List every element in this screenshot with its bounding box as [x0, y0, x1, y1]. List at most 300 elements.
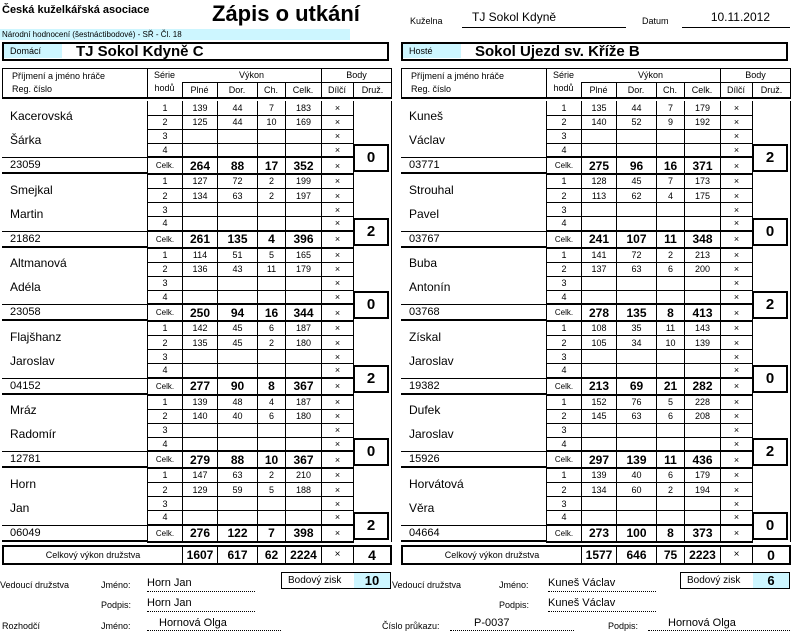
- home-points-gain: 10: [354, 573, 390, 588]
- series-number: 2: [547, 189, 582, 203]
- total-dor: 107: [617, 231, 657, 248]
- player-firstname: Martin: [10, 206, 44, 221]
- series-dor: 43: [218, 262, 258, 276]
- series-dor: [218, 217, 258, 231]
- series-number: 3: [547, 497, 582, 511]
- series-number: 1: [148, 248, 183, 262]
- player-surname: Horn: [10, 476, 37, 491]
- player-divider: [401, 231, 546, 232]
- guest-leader-name: Kuneš Václav: [548, 577, 656, 592]
- series-total: 200: [685, 262, 721, 276]
- partial-point: ×: [721, 483, 753, 497]
- partial-point: ×: [721, 203, 753, 217]
- series-full: 140: [582, 115, 617, 129]
- partial-point: ×: [721, 231, 753, 248]
- player-reg-number: 21862: [10, 232, 41, 245]
- series-total: 175: [685, 189, 721, 203]
- team-total-row: [401, 545, 791, 565]
- series-total: 180: [286, 409, 322, 423]
- series-number: 4: [547, 290, 582, 304]
- series-ch: [657, 497, 685, 511]
- col-points-header: Body: [346, 70, 367, 80]
- series-total: [685, 511, 721, 525]
- series-number: 2: [547, 262, 582, 276]
- series-ch: 6: [657, 469, 685, 483]
- series-ch: [258, 497, 286, 511]
- guest-leader-signature: Kuneš Václav: [548, 597, 656, 612]
- partial-point: ×: [322, 157, 354, 174]
- series-total: [685, 497, 721, 511]
- player-firstname: Václav: [409, 133, 446, 147]
- series-full: 105: [582, 336, 617, 350]
- col-series-header: Série: [153, 70, 175, 80]
- series-full: 140: [183, 409, 218, 423]
- series-number: 2: [148, 115, 183, 129]
- series-full: [582, 423, 617, 437]
- series-full: 114: [183, 248, 218, 262]
- total-dor: 88: [218, 451, 258, 468]
- total-full: 250: [183, 304, 218, 321]
- series-ch: 4: [258, 395, 286, 409]
- series-number: 1: [547, 175, 582, 189]
- partial-point: ×: [721, 497, 753, 511]
- series-full: 147: [183, 469, 218, 483]
- series-number: 2: [547, 115, 582, 129]
- venue-label: Kuželna: [410, 16, 443, 26]
- player-series-table: [147, 248, 354, 322]
- partial-point: ×: [322, 143, 354, 157]
- series-number: 3: [547, 423, 582, 437]
- series-number: 1: [547, 395, 582, 409]
- total-sum: 398: [286, 525, 322, 542]
- series-ch: [657, 511, 685, 525]
- series-total: 139: [685, 336, 721, 350]
- series-number: 4: [148, 290, 183, 304]
- series-dor: [617, 129, 657, 143]
- team-point-box: 2: [353, 512, 389, 540]
- player-surname: Smejkal: [10, 182, 53, 197]
- series-ch: 7: [657, 101, 685, 115]
- series-ch: [258, 217, 286, 231]
- series-full: [183, 290, 218, 304]
- total-full: 213: [582, 378, 617, 395]
- referee-card-label: Číslo průkazu:: [382, 621, 440, 631]
- series-number: 3: [148, 276, 183, 290]
- team-point-box: 2: [353, 365, 389, 393]
- series-dor: 72: [218, 175, 258, 189]
- series-full: 136: [183, 262, 218, 276]
- col-series-header: Série: [552, 70, 574, 80]
- guest-points-gain-box: [680, 572, 790, 589]
- series-number: 4: [547, 364, 582, 378]
- player-reg-number: 23058: [10, 306, 41, 318]
- series-ch: 6: [258, 409, 286, 423]
- team-point-box: 2: [752, 291, 788, 319]
- series-full: 127: [183, 175, 218, 189]
- total-ch: 11: [657, 451, 685, 468]
- series-dor: [218, 497, 258, 511]
- series-total: 179: [685, 469, 721, 483]
- series-full: [183, 511, 218, 525]
- total-sum: 352: [286, 157, 322, 174]
- series-total: [685, 129, 721, 143]
- series-total: [685, 217, 721, 231]
- series-total: 188: [286, 483, 322, 497]
- series-dor: [617, 217, 657, 231]
- team-point-box: 0: [752, 512, 788, 540]
- series-dor: [617, 350, 657, 364]
- series-number: 3: [148, 203, 183, 217]
- series-full: 139: [183, 101, 218, 115]
- team-point-box: 2: [752, 144, 788, 172]
- series-total: [685, 290, 721, 304]
- series-ch: [258, 364, 286, 378]
- series-number: 3: [148, 497, 183, 511]
- team-point-box: 2: [353, 218, 389, 246]
- home-team-name: TJ Sokol Kdyně C: [76, 43, 204, 60]
- player-divider: [2, 172, 147, 174]
- series-ch: [657, 129, 685, 143]
- partial-point: ×: [322, 350, 354, 364]
- partial-point: ×: [721, 304, 753, 321]
- series-dor: [218, 143, 258, 157]
- series-number: 4: [148, 143, 183, 157]
- series-full: [582, 350, 617, 364]
- series-ch: 2: [657, 248, 685, 262]
- partial-point: ×: [322, 451, 354, 468]
- partial-point: ×: [721, 395, 753, 409]
- partial-point: ×: [322, 497, 354, 511]
- col-ch-header: Ch.: [263, 85, 278, 95]
- partial-point: ×: [721, 378, 753, 395]
- series-dor: 45: [617, 175, 657, 189]
- partial-point: ×: [322, 231, 354, 248]
- series-ch: [657, 350, 685, 364]
- series-full: 142: [183, 322, 218, 336]
- total-label: Celk.: [547, 304, 582, 321]
- page-title: Zápis o utkání: [212, 1, 360, 26]
- total-label: Celk.: [148, 304, 183, 321]
- series-dor: 63: [617, 262, 657, 276]
- partial-point: ×: [721, 115, 753, 129]
- series-full: [183, 497, 218, 511]
- series-number: 2: [148, 483, 183, 497]
- series-total: 179: [286, 262, 322, 276]
- series-ch: [258, 129, 286, 143]
- series-ch: 5: [657, 395, 685, 409]
- player-surname: Buba: [409, 256, 438, 270]
- col-reg-header: Reg. číslo: [12, 84, 53, 94]
- series-total: [286, 143, 322, 157]
- series-number: 1: [148, 175, 183, 189]
- total-label: Celk.: [547, 525, 582, 542]
- series-number: 3: [148, 350, 183, 364]
- series-full: [183, 437, 218, 451]
- partial-point: ×: [721, 451, 753, 468]
- team-total-label: Celkový výkon družstva: [45, 550, 141, 560]
- player-divider: [401, 246, 546, 248]
- guest-leader-signature-label: Podpis:: [499, 600, 530, 610]
- player-reg-number: 03768: [409, 306, 440, 318]
- series-ch: [258, 437, 286, 451]
- series-dor: [617, 364, 657, 378]
- player-series-table: [546, 322, 753, 396]
- guest-leader-label: Vedoucí družstva: [392, 580, 462, 590]
- player-series-table: [147, 469, 354, 543]
- total-ch: 8: [657, 525, 685, 542]
- player-surname: Mráz: [10, 403, 37, 417]
- team-total-row: [2, 545, 392, 565]
- player-reg-number: 06049: [10, 526, 41, 539]
- guest-team-name: Sokol Ujezd sv. Kříže B: [475, 43, 640, 60]
- total-full: 264: [183, 157, 218, 174]
- series-dor: 51: [218, 248, 258, 262]
- series-dor: 44: [617, 101, 657, 115]
- total-full: 241: [582, 231, 617, 248]
- player-divider: [401, 304, 546, 305]
- series-dor: 63: [617, 409, 657, 423]
- player-firstname: Jan: [10, 500, 30, 515]
- player-firstname: Adéla: [10, 280, 41, 294]
- series-number: 2: [148, 409, 183, 423]
- series-dor: 34: [617, 336, 657, 350]
- player-divider: [2, 525, 147, 526]
- series-dor: [617, 437, 657, 451]
- player-reg-number: 19382: [409, 379, 440, 392]
- series-dor: [617, 423, 657, 437]
- referee-label: Rozhodčí: [2, 621, 41, 631]
- guest-points-gain-label: Bodový zisk: [687, 575, 741, 586]
- total-full: 275: [582, 157, 617, 174]
- total-label: Celk.: [148, 378, 183, 395]
- series-full: 139: [183, 395, 218, 409]
- total-full: 279: [183, 451, 218, 468]
- player-firstname: Věra: [409, 500, 435, 515]
- series-full: 145: [582, 409, 617, 423]
- series-dor: 52: [617, 115, 657, 129]
- player-series-table: [546, 469, 753, 543]
- player-firstname: Šárka: [10, 133, 42, 147]
- association-name: Česká kuželkářská asociace: [2, 4, 150, 16]
- series-dor: [218, 290, 258, 304]
- series-total: [286, 511, 322, 525]
- player-divider: [401, 157, 546, 158]
- player-divider: [2, 540, 147, 542]
- col-player-header: Příjmení a jméno hráče: [411, 71, 505, 81]
- series-number: 3: [547, 276, 582, 290]
- partial-point: ×: [721, 469, 753, 483]
- series-number: 1: [547, 322, 582, 336]
- total-sum: 348: [685, 231, 721, 248]
- series-number: 2: [547, 336, 582, 350]
- series-ch: 2: [258, 175, 286, 189]
- series-full: [582, 511, 617, 525]
- series-dor: 59: [218, 483, 258, 497]
- series-ch: [657, 203, 685, 217]
- partial-point: ×: [721, 262, 753, 276]
- total-sum: 371: [685, 157, 721, 174]
- series-full: 134: [582, 483, 617, 497]
- series-ch: 10: [258, 115, 286, 129]
- total-ch: 4: [258, 231, 286, 248]
- series-number: 3: [148, 423, 183, 437]
- team-total-ch: 62: [257, 547, 285, 563]
- team-total-points: 4: [353, 547, 390, 563]
- series-ch: 7: [657, 175, 685, 189]
- series-dor: 63: [218, 189, 258, 203]
- series-ch: 7: [258, 101, 286, 115]
- player-surname: Altmanová: [10, 256, 67, 270]
- total-dor: 122: [218, 525, 258, 542]
- series-total: 179: [685, 101, 721, 115]
- series-total: 169: [286, 115, 322, 129]
- player-reg-number: 03771: [409, 159, 440, 171]
- player-surname: Horvátová: [409, 476, 464, 491]
- series-ch: [657, 437, 685, 451]
- series-ch: [258, 290, 286, 304]
- team-total-full: 1577: [581, 547, 616, 563]
- total-dor: 69: [617, 378, 657, 395]
- series-total: [685, 276, 721, 290]
- total-ch: 11: [657, 231, 685, 248]
- player-firstname: Jaroslav: [409, 353, 454, 368]
- partial-point: ×: [721, 189, 753, 203]
- team-total-sum: 2224: [285, 547, 321, 563]
- total-label: Celk.: [148, 525, 183, 542]
- series-number: 1: [148, 101, 183, 115]
- series-number: 4: [148, 217, 183, 231]
- player-surname: Strouhal: [409, 182, 454, 197]
- series-total: [286, 497, 322, 511]
- series-full: 113: [582, 189, 617, 203]
- player-divider: [2, 304, 147, 305]
- total-full: 276: [183, 525, 218, 542]
- player-divider: [401, 393, 546, 395]
- series-ch: [258, 203, 286, 217]
- series-dor: 44: [218, 101, 258, 115]
- partial-point: ×: [721, 217, 753, 231]
- partial-point: ×: [721, 423, 753, 437]
- referee-signature-label: Podpis:: [608, 621, 639, 631]
- series-ch: 2: [657, 483, 685, 497]
- series-dor: 62: [617, 189, 657, 203]
- partial-point: ×: [322, 189, 354, 203]
- player-divider: [401, 525, 546, 526]
- series-ch: [258, 276, 286, 290]
- series-number: 2: [547, 483, 582, 497]
- partial-point: ×: [322, 129, 354, 143]
- series-full: 125: [183, 115, 218, 129]
- total-label: Celk.: [547, 231, 582, 248]
- series-ch: 2: [258, 189, 286, 203]
- series-total: 213: [685, 248, 721, 262]
- total-full: 261: [183, 231, 218, 248]
- series-full: [582, 276, 617, 290]
- home-leader-signature: Horn Jan: [147, 597, 255, 612]
- series-dor: [218, 350, 258, 364]
- series-number: 1: [148, 322, 183, 336]
- series-dor: [617, 511, 657, 525]
- player-divider: [401, 451, 546, 452]
- partial-point: ×: [721, 290, 753, 304]
- series-number: 2: [148, 336, 183, 350]
- player-divider: [2, 157, 147, 158]
- player-reg-number: 04152: [10, 379, 41, 392]
- partial-point: ×: [322, 175, 354, 189]
- player-reg-number: 23059: [10, 159, 41, 171]
- series-dor: [218, 437, 258, 451]
- partial-point: ×: [322, 336, 354, 350]
- total-full: 278: [582, 304, 617, 321]
- series-number: 4: [148, 437, 183, 451]
- series-dor: 72: [617, 248, 657, 262]
- home-team-box: [2, 42, 389, 61]
- player-series-table: [147, 101, 354, 175]
- series-total: [286, 276, 322, 290]
- partial-point: ×: [721, 175, 753, 189]
- series-total: 187: [286, 395, 322, 409]
- total-sum: 396: [286, 231, 322, 248]
- partial-point: ×: [721, 364, 753, 378]
- series-full: [183, 276, 218, 290]
- player-reg-number: 04664: [409, 526, 440, 539]
- series-ch: [657, 423, 685, 437]
- total-ch: 7: [258, 525, 286, 542]
- total-label: Celk.: [148, 451, 183, 468]
- player-surname: Získal: [409, 329, 442, 344]
- total-sum: 344: [286, 304, 322, 321]
- series-full: [183, 129, 218, 143]
- team-total-mark: ×: [321, 547, 353, 563]
- series-full: [183, 350, 218, 364]
- series-total: 208: [685, 409, 721, 423]
- home-points-gain-box: [281, 572, 391, 589]
- col-team-header: Druž.: [760, 85, 783, 95]
- total-label: Celk.: [547, 378, 582, 395]
- series-total: 228: [685, 395, 721, 409]
- total-ch: 21: [657, 378, 685, 395]
- series-full: 135: [183, 336, 218, 350]
- partial-point: ×: [322, 262, 354, 276]
- total-sum: 367: [286, 451, 322, 468]
- total-ch: 8: [258, 378, 286, 395]
- player-series-table: [147, 395, 354, 469]
- table-border: [391, 101, 392, 542]
- player-divider: [2, 393, 147, 395]
- player-firstname: Pavel: [409, 206, 440, 221]
- series-ch: [657, 364, 685, 378]
- team-point-box: 0: [752, 218, 788, 246]
- series-total: 143: [685, 322, 721, 336]
- series-number: 1: [547, 101, 582, 115]
- partial-point: ×: [721, 143, 753, 157]
- guest-team-box: [401, 42, 788, 61]
- series-ch: [258, 423, 286, 437]
- player-divider: [2, 451, 147, 452]
- player-series-table: [147, 175, 354, 249]
- home-leader-label: Vedoucí družstva: [0, 580, 70, 590]
- series-dor: [218, 203, 258, 217]
- series-dor: [218, 511, 258, 525]
- player-divider: [401, 319, 546, 321]
- series-ch: 10: [657, 336, 685, 350]
- partial-point: ×: [322, 483, 354, 497]
- partial-point: ×: [322, 304, 354, 321]
- player-firstname: Jaroslav: [409, 427, 454, 441]
- total-label: Celk.: [148, 231, 183, 248]
- series-number: 4: [148, 511, 183, 525]
- partial-point: ×: [322, 409, 354, 423]
